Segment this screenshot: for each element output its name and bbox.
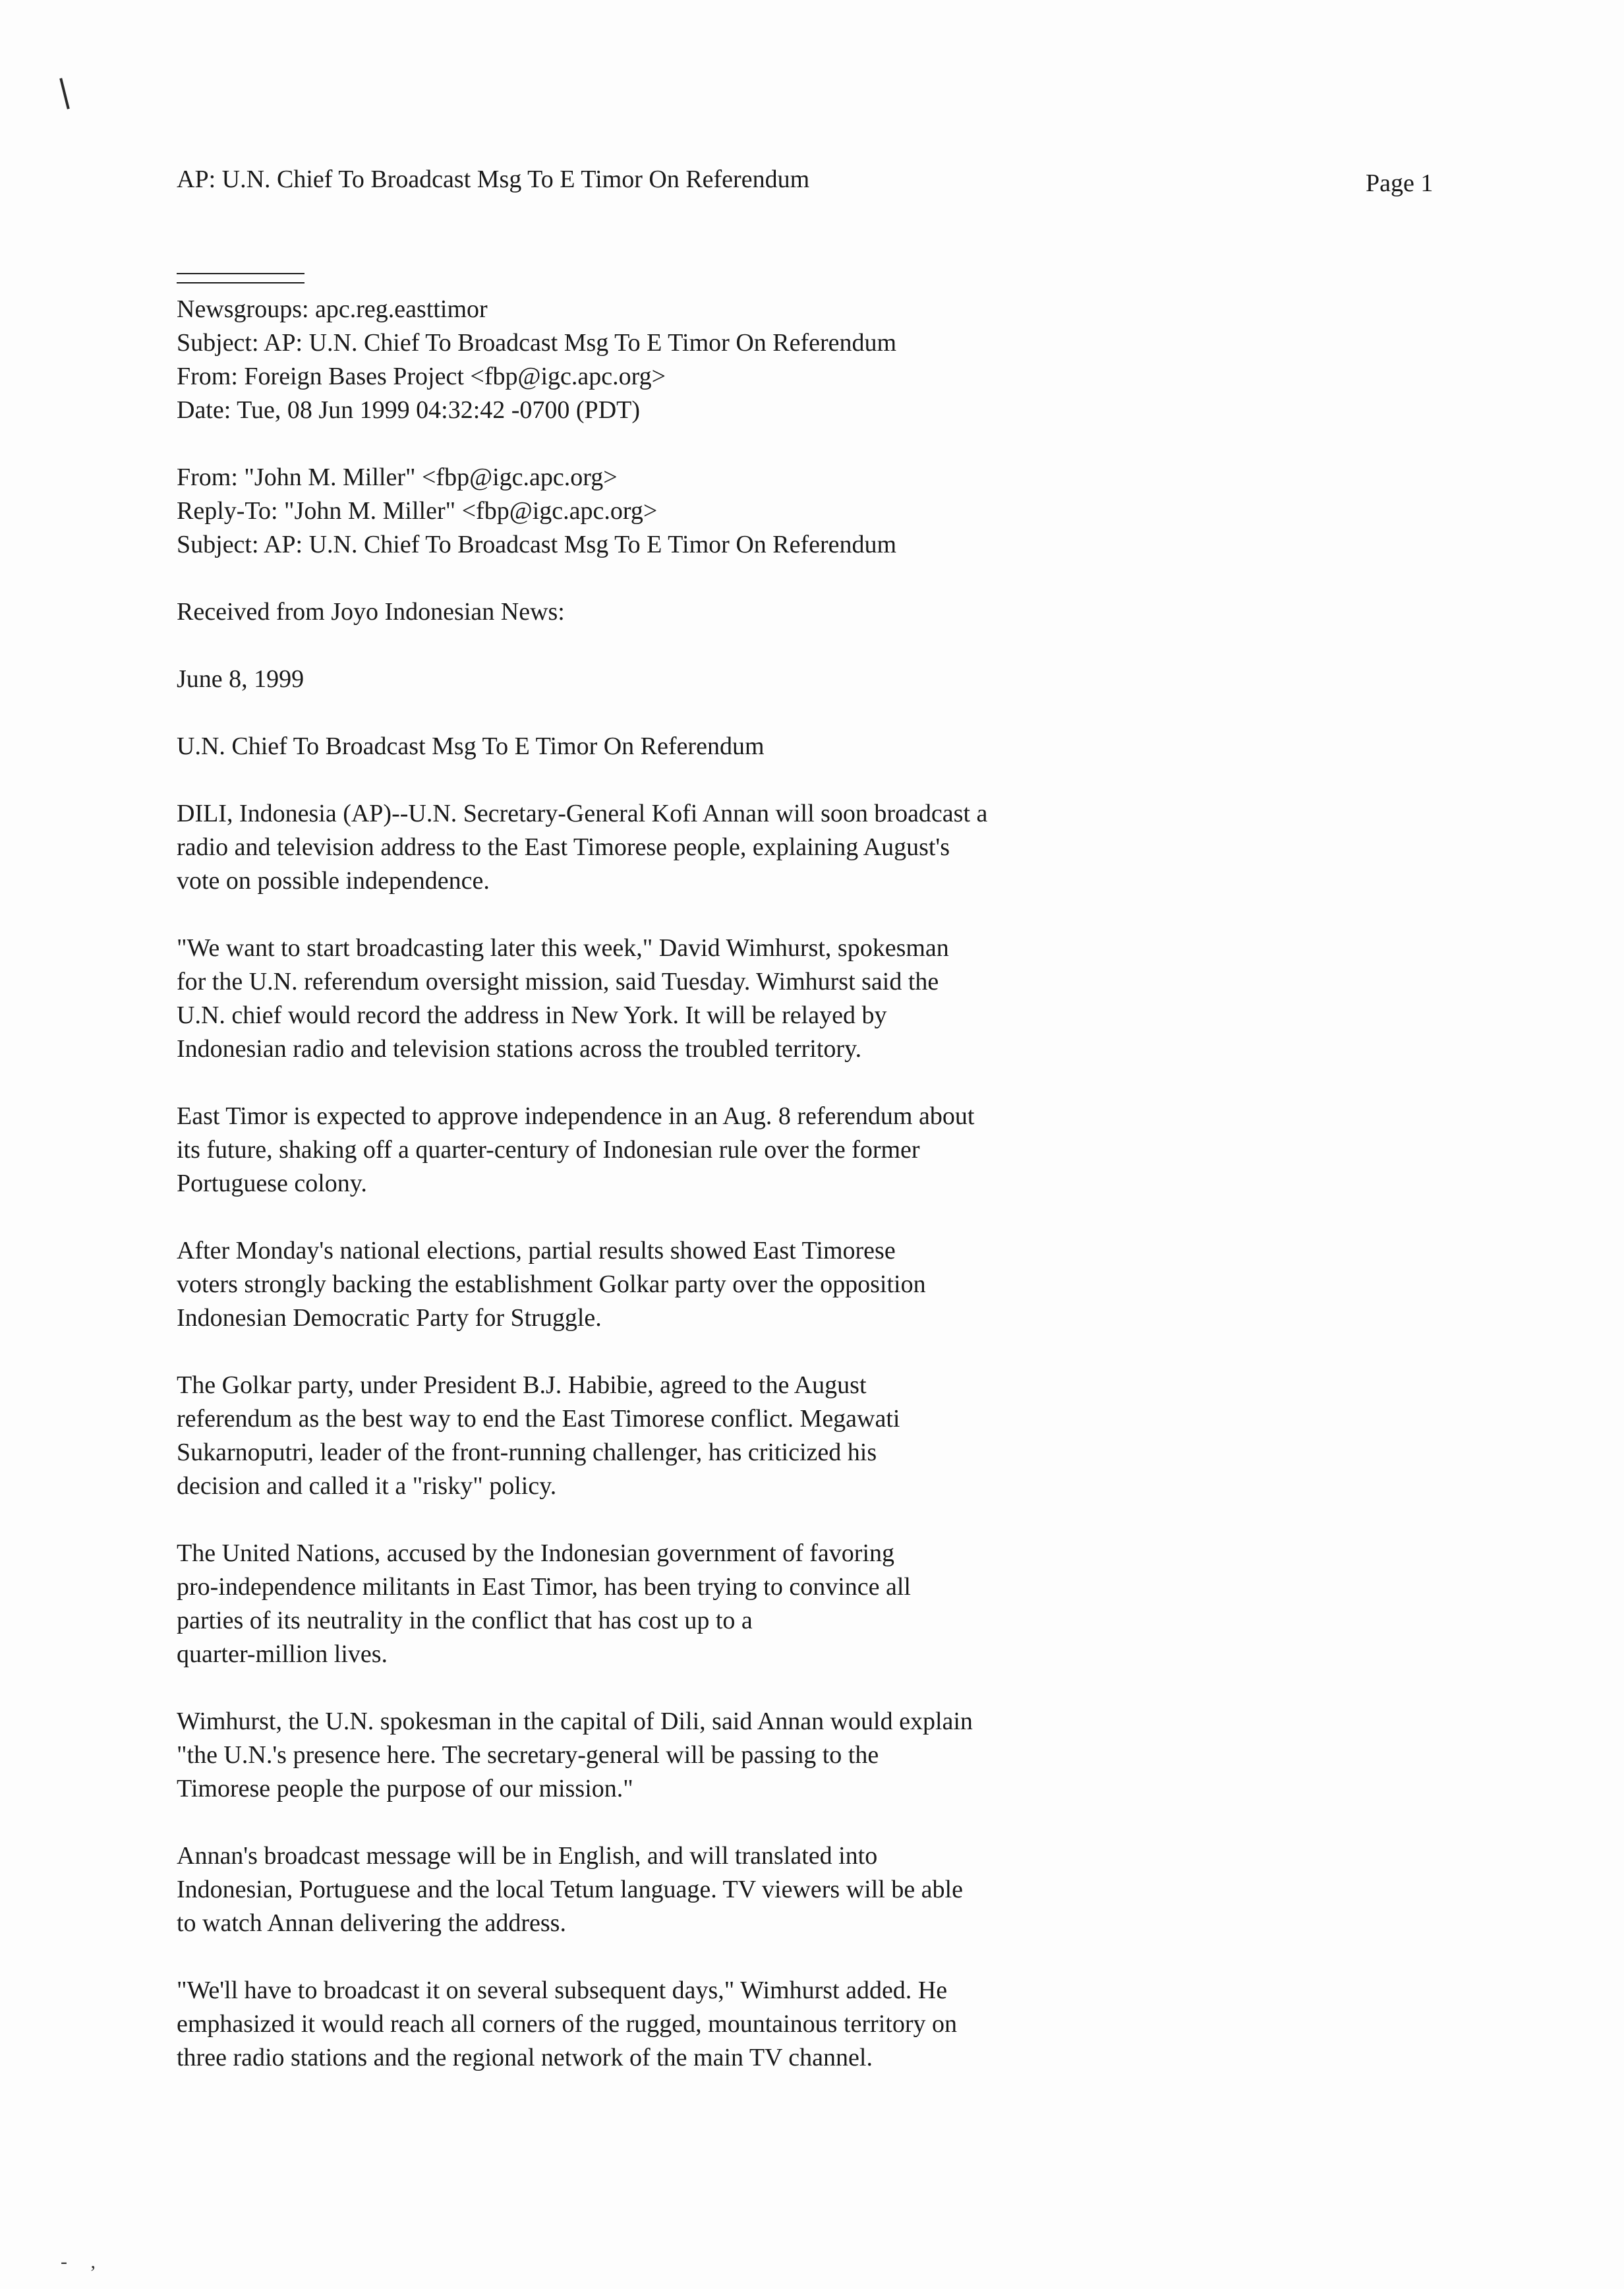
article-paragraph: "We want to start broadcasting later this week," David Wimhurst, spokesman for the U.N. referendum oversight mission, said Tuesday. Wimhurst said the U.N. chief would record the address in New York. It will be relayed by Indonesian radio and television stations across the troubled territory. (177, 934, 949, 1063)
newsgroup-header (177, 293, 1429, 427)
page-number: Page 1 (1366, 169, 1434, 197)
article-paragraph: "We'll have to broadcast it on several subsequent days," Wimhurst added. He emphasized it would reach all corners of the rugged, mountainous territory on three radio stations and the regional network of the main TV channel. (177, 1977, 957, 2071)
article-date: June 8, 1999 (177, 665, 304, 693)
article-paragraph: Annan's broadcast message will be in English, and will translated into Indonesian, Portuguese and the local Tetum language. TV viewers will be able to watch Annan delivering the address. (177, 1842, 963, 1937)
article-headline: U.N. Chief To Broadcast Msg To E Timor On Referendum (177, 732, 765, 760)
separator-rule (177, 273, 304, 283)
mail-reply-to: Reply-To: "John M. Miller" <fbp@igc.apc.org> (177, 497, 658, 525)
article-paragraph: After Monday's national elections, partial results showed East Timorese voters strongly backing the establishment Golkar party over the opposition Indonesian Democratic Party for Struggle. (177, 1237, 926, 1332)
article-paragraph: East Timor is expected to approve independence in an Aug. 8 referendum about its future, shaking off a quarter-century of Indonesian rule over the former Portuguese colony. (177, 1102, 975, 1197)
article-paragraph: Wimhurst, the U.N. spokesman in the capital of Dili, said Annan would explain "the U.N.'s presence here. The secretary-general will be passing to the Timorese people the purpose of our mission." (177, 1708, 973, 1802)
header-subject: Subject: AP: U.N. Chief To Broadcast Msg To E Timor On Referendum (177, 329, 897, 357)
running-title: AP: U.N. Chief To Broadcast Msg To E Timor On Referendum (177, 165, 810, 193)
header-date: Date: Tue, 08 Jun 1999 04:32:42 -0700 (PDT) (177, 396, 640, 424)
header-newsgroups: Newsgroups: apc.reg.easttimor (177, 295, 488, 323)
article-paragraph: DILI, Indonesia (AP)--U.N. Secretary-General Kofi Annan will soon broadcast a radio and television address to the East Timorese people, explaining August's vote on possible independence. (177, 800, 988, 895)
received-from-line: Received from Joyo Indonesian News: (177, 598, 565, 626)
mail-header (177, 461, 1429, 562)
header-from: From: Foreign Bases Project <fbp@igc.apc.org> (177, 363, 666, 390)
mail-from: From: "John M. Miller" <fbp@igc.apc.org> (177, 463, 618, 491)
mail-subject: Subject: AP: U.N. Chief To Broadcast Msg To E Timor On Referendum (177, 531, 897, 558)
margin-dot-mark: - , (61, 2251, 105, 2273)
article-paragraph: The United Nations, accused by the Indonesian government of favoring pro-independence militants in East Timor, has been trying to convince all parties of its neutrality in the conflict that has cost up to a quarter-million lives. (177, 1539, 911, 1668)
article-paragraph: The Golkar party, under President B.J. Habibie, agreed to the August referendum as the best way to end the East Timorese conflict. Megawati Sukarnoputri, leader of the front-running challenger, has criticized his decision and called it a "risky" policy. (177, 1371, 900, 1500)
document-body (177, 256, 1429, 2108)
margin-stroke-mark (59, 78, 69, 109)
